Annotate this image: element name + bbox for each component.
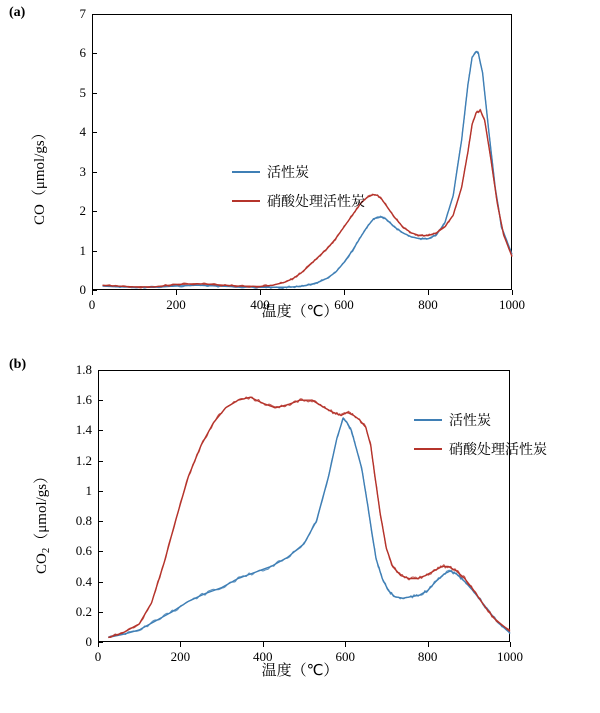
y-axis-title-a: CO（μmol/gs） [32, 125, 48, 225]
y-ticklabel-a-7: 7 [79, 6, 86, 21]
legend-b [414, 410, 547, 459]
legend-label-a-1: 硝酸处理活性炭 [267, 194, 365, 210]
legend-item-a-0 [232, 162, 365, 182]
x-ticklabel-a-2: 400 [250, 297, 270, 312]
y-ticklabel-a-1: 1 [79, 242, 86, 258]
y-ticklabel-b-2: 0.4 [75, 573, 92, 589]
x-axis-title-a: 温度（℃） [261, 302, 339, 320]
y-ticklabel-a-4: 4 [79, 124, 86, 140]
x-ticklabel-b-2: 400 [253, 649, 273, 664]
y-ticklabel-a-6: 6 [79, 45, 86, 61]
legend-swatch-hno3-treated [232, 200, 260, 202]
x-tick-b-0 [98, 642, 99, 647]
y-ticklabel-b-0: 0 [85, 634, 92, 649]
y-ticklabel-a-0: 0 [79, 282, 86, 297]
y-ticklabel-b-9: 1.8 [75, 362, 92, 377]
legend-swatch-activated-carbon [414, 419, 442, 421]
x-tick-a-0 [92, 290, 93, 295]
y-ticklabel-b-1: 0.2 [75, 603, 92, 619]
legend-label-a-0: 活性炭 [267, 165, 309, 181]
x-ticklabel-a-1: 200 [166, 297, 186, 312]
legend-label-b-0: 活性炭 [449, 413, 491, 429]
y-ticklabel-b-4: 0.8 [75, 513, 92, 529]
chart-panel-a [0, 0, 600, 345]
chart-panel-b [0, 352, 600, 713]
y-ticklabel-b-8: 1.6 [75, 392, 92, 408]
y-ticklabel-a-2: 2 [79, 203, 86, 219]
x-tick-b-3 [345, 642, 346, 647]
x-ticklabel-b-4: 800 [417, 649, 438, 664]
series-lines-a [92, 14, 512, 290]
x-tick-b-1 [180, 642, 181, 647]
x-ticklabel-b-5: 1000 [497, 649, 523, 664]
x-ticklabel-a-0: 0 [88, 297, 96, 312]
y-ticklabel-b-6: 1.2 [75, 452, 92, 468]
x-ticklabel-a-4: 800 [418, 297, 438, 312]
plot-area-b [75, 362, 547, 664]
y-axis-title-b: $CO_2(\mu mol/gs)$ [34, 468, 53, 574]
x-ticklabel-a-3: 600 [334, 297, 354, 312]
x-ticklabel-b-0: 0 [94, 649, 102, 664]
x-ticklabel-b-3: 600 [335, 649, 355, 664]
panel-label-a: (a) [9, 5, 26, 20]
x-axis-title-b: 温度（℃） [261, 661, 339, 679]
legend-label-b-1: 硝酸处理活性炭 [449, 442, 547, 458]
panel-label-b: (b) [9, 357, 27, 372]
y-ticklabel-a-3: 3 [79, 163, 86, 179]
x-tick-a-1 [176, 290, 177, 295]
y-ticklabel-b-3: 0.6 [75, 543, 92, 559]
legend-item-a-1 [232, 191, 365, 211]
x-tick-a-2 [260, 290, 261, 295]
x-tick-b-2 [263, 642, 264, 647]
legend-a [232, 162, 365, 211]
x-ticklabel-a-5: 1000 [499, 297, 525, 312]
y-ticklabel-a-5: 5 [79, 84, 86, 100]
x-tick-b-5 [510, 642, 511, 647]
x-tick-a-3 [344, 290, 345, 295]
x-ticklabel-b-1: 200 [170, 649, 191, 664]
x-tick-a-4 [428, 290, 429, 295]
y-ticklabel-b-7: 1.4 [75, 422, 92, 438]
legend-item-b-0 [414, 410, 547, 430]
x-tick-b-4 [428, 642, 429, 647]
legend-swatch-activated-carbon [232, 171, 260, 173]
legend-swatch-hno3-treated [414, 448, 442, 450]
x-tick-a-5 [512, 290, 513, 295]
y-ticklabel-b-5: 1 [85, 482, 92, 498]
legend-item-b-1 [414, 439, 547, 459]
